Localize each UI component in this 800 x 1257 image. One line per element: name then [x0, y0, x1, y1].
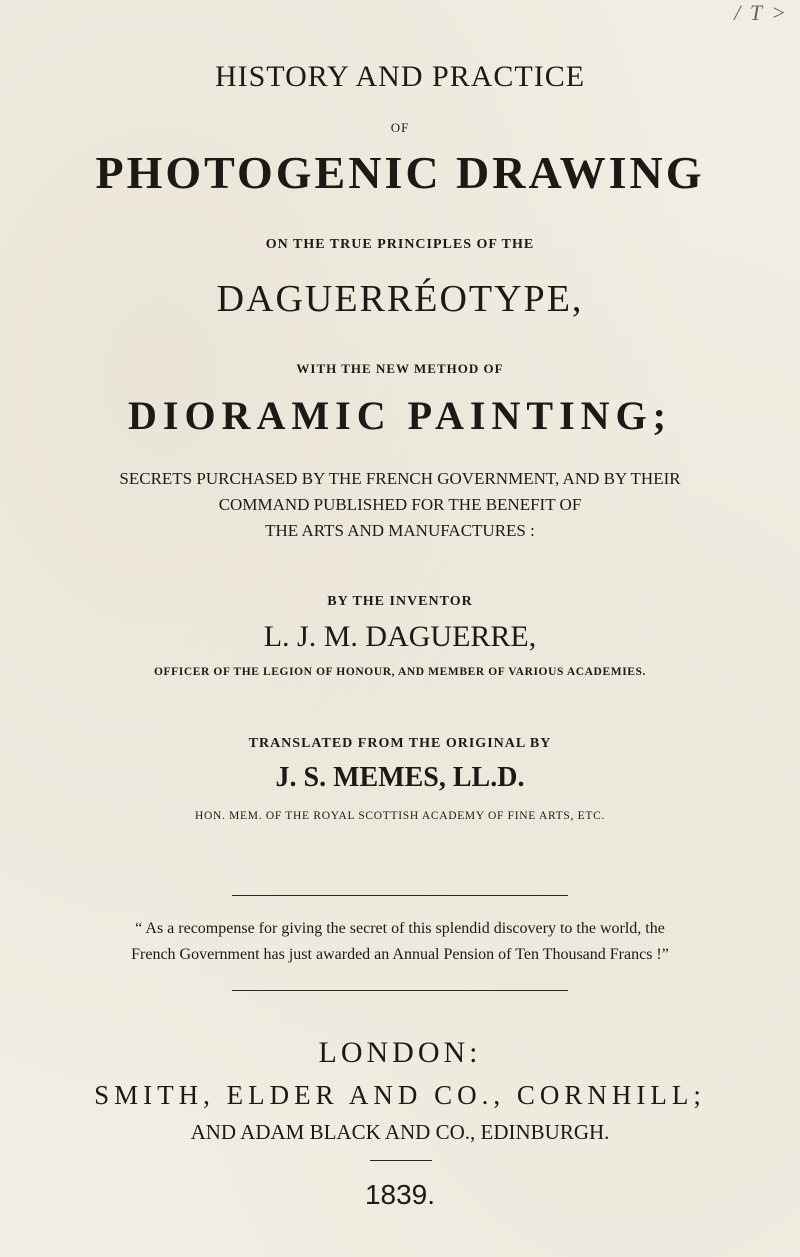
imprint-publisher: SMITH, ELDER AND CO., CORNHILL; — [94, 1080, 706, 1110]
epigraph-line-2: French Government has just awarded an Annual Pension of Ten Thousand Francs !” — [131, 946, 669, 963]
title-line-new-method: WITH THE NEW METHOD OF — [296, 361, 504, 376]
subtitle-line-3: THE ARTS AND MANUFACTURES : — [265, 521, 535, 540]
epigraph-line-1: “ As a recompense for giving the secret of this splendid discovery to the world, the — [135, 920, 665, 937]
divider-rule-year — [370, 1160, 432, 1161]
translator-by-line: TRANSLATED FROM THE ORIGINAL BY — [248, 736, 552, 751]
title-daguerreotype: DAGUERRÉOTYPE, — [216, 278, 584, 320]
title-main-photogenic-drawing: PHOTOGENIC DRAWING — [95, 147, 705, 198]
imprint-year: 1839. — [364, 1179, 436, 1210]
translator-name: J. S. MEMES, LL.D. — [275, 762, 525, 793]
title-line-principles: ON THE TRUE PRINCIPLES OF THE — [265, 237, 535, 252]
divider-rule-top — [232, 895, 568, 896]
author-name: L. J. M. DAGUERRE, — [263, 620, 537, 653]
handwritten-corner-mark: / T > — [734, 0, 788, 25]
title-dioramic-painting: DIORAMIC PAINTING; — [128, 393, 672, 438]
translator-credentials: HON. MEM. OF THE ROYAL SCOTTISH ACADEMY OF FINE ARTS, ETC. — [194, 810, 606, 822]
subtitle-line-1: SECRETS PURCHASED BY THE FRENCH GOVERNMENT, AND BY THEIR — [119, 469, 681, 488]
imprint-co-publisher: AND ADAM BLACK AND CO., EDINBURGH. — [190, 1120, 610, 1144]
divider-rule-bottom — [232, 990, 568, 991]
subtitle-line-2: COMMAND PUBLISHED FOR THE BENEFIT OF — [218, 495, 582, 514]
imprint-city: LONDON: — [318, 1036, 482, 1069]
title-line-history: HISTORY AND PRACTICE — [214, 60, 586, 93]
author-credentials: OFFICER OF THE LEGION OF HONOUR, AND MEMBER OF VARIOUS ACADEMIES. — [153, 666, 647, 678]
author-by-line: BY THE INVENTOR — [327, 594, 473, 609]
title-line-of: OF — [390, 120, 410, 135]
